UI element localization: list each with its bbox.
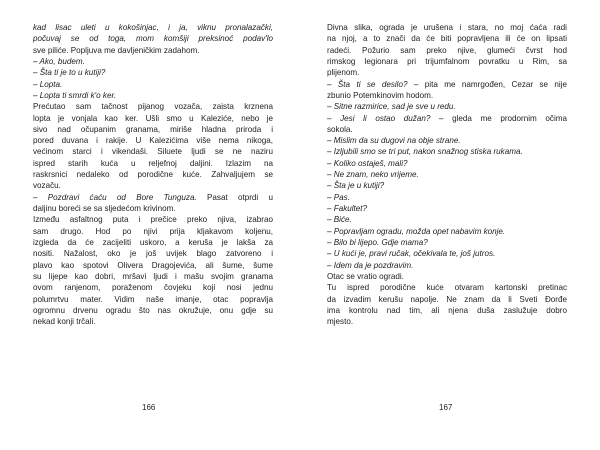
text-line: počuvaj se od toga, mom komšiji preksinoć podav'lo — [33, 34, 273, 44]
text-line: većinom starci i vikendaši. Siluete ljudi se ne naziru — [33, 147, 273, 157]
text-line: – Fakultet? — [327, 204, 368, 213]
text-line: – Sitne razmirice, sad je sve u redu. — [327, 102, 456, 112]
text-line: – Biće. — [327, 215, 352, 225]
text-line: rimskog legionara pri trijumfalnom povratku u Rim, sa — [327, 56, 567, 66]
text-line: zbunio Potemkinovim hodom. — [327, 90, 434, 100]
text-line: daljinu boreći se sa sljedećom krivinom. — [33, 204, 176, 213]
text-line: – Koliko ostaješ, mali? — [327, 158, 408, 168]
text-line: – Šta ti je to u kutiji? — [33, 68, 106, 78]
text-line: Divna slika, ograda je urušena i stara, no moj ćaća radi — [327, 23, 567, 32]
left-page — [33, 22, 273, 327]
text-line: na njoj, a to znači da će biti popravljena ili će on lipsati — [327, 34, 567, 44]
text-line: kad lisac uleti u kokošinjac, i ja, viknu pronalazački, — [33, 23, 273, 32]
text-line: sve piliće. Popljuva me davljeničkim zadahom. — [33, 45, 200, 55]
text-line: – U kući je, pravi ručak, očekivala te, još jutros. — [327, 249, 496, 259]
text-line: vozaču. — [33, 181, 61, 191]
text-line: da izvadim kerušu napolje. Ne znam da li Sveti Đorđe — [327, 294, 567, 304]
text-line: – Lopta. — [33, 79, 63, 89]
text-line: nositi. Nažalost, oko je još uvijek blago zatvoreno i — [33, 249, 273, 259]
text-line: – Pas. — [327, 192, 350, 202]
text-line: izgleda da će zacijeliti uskoro, a keruša je lakša za — [33, 237, 273, 247]
text-line: sam drugo. Hod po njivi prija kljakavom koljenu, — [33, 226, 273, 236]
text-line: – Šta ti se desilo? – pita me namrgođen, Cezar se nije — [327, 79, 567, 89]
text-line: ovom ranjenom, poraženom čovjeku koji nosi jednu — [33, 283, 273, 293]
text-line: ispred starih kuća u reljefnoj daljini. Izlazim na — [33, 158, 273, 168]
text-line: mjesto. — [327, 317, 354, 327]
text-line: sokola. — [327, 124, 353, 134]
text-line: pored duvana i rakije. U Kalezićima više nema nikoga, — [33, 136, 273, 146]
text-line: sivo nad očupanim granama, miriše hladna priroda i — [33, 124, 273, 134]
right-page-number: 167 — [439, 403, 453, 412]
text-line: polumrtvu mater. Vidim naše imanje, otac popravlja — [33, 294, 273, 304]
text-line: – Jesi li ostao dužan? – gleda me prodornim očima — [327, 113, 567, 123]
text-line: – Mislim da su dugovi na obje strane. — [327, 136, 461, 146]
left-page-number: 166 — [142, 403, 156, 412]
text-line: – Pozdravi ćaću od Bore Tunguza. Pasat otprdi u — [33, 192, 273, 202]
text-line: raskrsnici nedaleko od porodične kuće. Zahvaljujem se — [33, 170, 273, 180]
text-line: – Bilo bi lijepo. Gdje mama? — [327, 237, 428, 247]
text-line: – Ako, budem. — [33, 56, 85, 66]
text-line: ima kontrolu nad tim, ali njena duša zaslužuje dobro — [327, 305, 567, 315]
text-line: lopta je vonjala kao ker. Ušli smo u Kaleziće, nebo je — [33, 113, 273, 123]
text-line: – Šta je u kutiji? — [327, 181, 385, 191]
text-line: – Izljubili smo se tri put, nakon snažnog stiska rukama. — [327, 147, 523, 157]
text-line: – Idem da je pozdravim. — [327, 260, 414, 270]
right-page — [327, 22, 567, 327]
text-line: Tu ispred porodične kuće otvaram kartonski pretinac — [327, 283, 567, 293]
text-line: su lijepe kao dobri, mršavi ljudi i mašu svojim granama — [33, 271, 273, 281]
text-line: plijenom. — [327, 68, 360, 78]
text-line: – Popravljam ogradu, možda opet nabavim konje. — [327, 226, 506, 236]
text-line: ogromnu drvenu ogradu što nas okružuje, onu gdje su — [33, 305, 273, 315]
text-line: Između asfaltnog puta i prečice preko njiva, izabrao — [33, 215, 273, 225]
text-line: plavo kao spotovi Olivera Dragojevića, ali šume, šume — [33, 260, 273, 270]
text-line: – Ne znam, neko vrijeme. — [327, 170, 419, 180]
text-line: radeći. Požurio sam preko njive, glumeći čvrst hod — [327, 45, 567, 55]
text-line: Otac se vratio ogradi. — [327, 271, 404, 281]
text-line: – Lopta ti smrdi k'o ker. — [33, 90, 117, 100]
text-line: nekad konji trčali. — [33, 317, 96, 327]
text-line: Prećutao sam tačnost pijanog vozača, zaista krznena — [33, 102, 273, 112]
